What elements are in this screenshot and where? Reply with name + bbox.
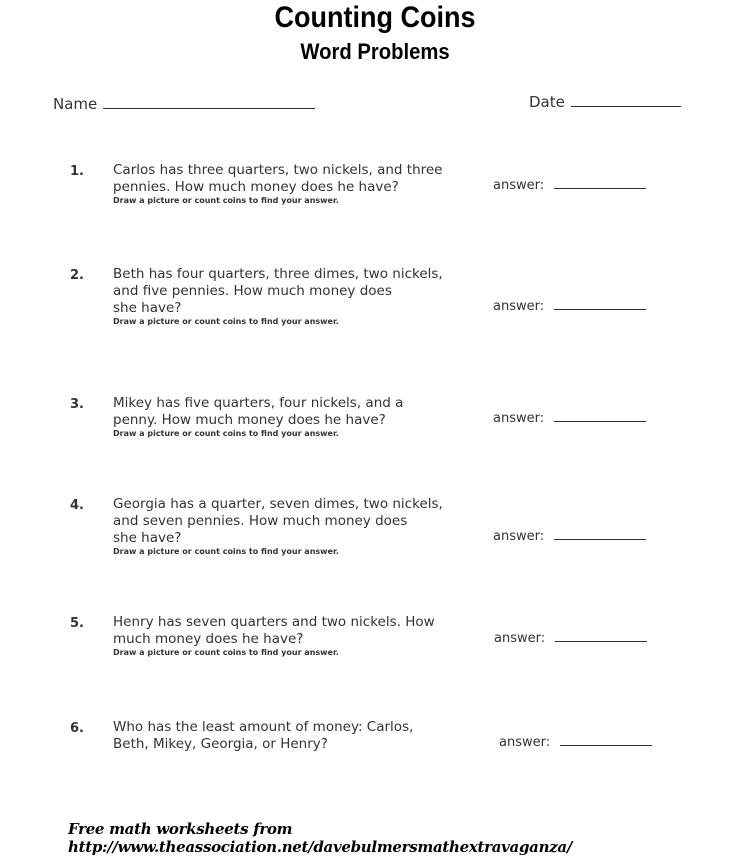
problem-line: penny. How much money does he have? xyxy=(113,412,386,428)
footer-credit: Free math worksheets from http://www.theassociation.net/davebulmersmathextravaganza/ xyxy=(68,820,573,856)
problem-text xyxy=(113,496,483,557)
date-label: Date xyxy=(529,93,565,111)
answer-label: answer: xyxy=(499,735,551,750)
problem-line: Georgia has a quarter, seven dimes, two nickels, xyxy=(113,496,443,512)
answer-blank[interactable] xyxy=(554,178,646,189)
problem-hint: Draw a picture or count coins to find your answer. xyxy=(113,429,339,438)
problem-text xyxy=(113,614,483,658)
answer-blank[interactable] xyxy=(555,631,647,642)
name-blank[interactable] xyxy=(103,96,315,109)
answer-label: answer: xyxy=(493,411,545,426)
answer-blank[interactable] xyxy=(554,411,646,422)
problem-number: 5. xyxy=(70,616,84,631)
problem-line: Carlos has three quarters, two nickels, and three xyxy=(113,162,443,178)
problem-number: 6. xyxy=(70,721,84,736)
problem-number: 3. xyxy=(70,397,84,412)
name-label: Name xyxy=(53,95,98,113)
problem-hint: Draw a picture or count coins to find your answer. xyxy=(113,317,339,326)
problem-hint: Draw a picture or count coins to find your answer. xyxy=(113,196,339,205)
answer-field xyxy=(499,735,652,750)
answer-field xyxy=(493,299,646,314)
name-field xyxy=(53,95,315,113)
problem-text xyxy=(113,395,483,439)
problem-line: and seven pennies. How much money does xyxy=(113,513,408,529)
problem-hint: Draw a picture or count coins to find your answer. xyxy=(113,648,339,657)
problem-text xyxy=(113,162,483,206)
date-field xyxy=(529,93,681,111)
answer-field xyxy=(493,529,646,544)
problem-line: she have? xyxy=(113,300,182,316)
problem-line: pennies. How much money does he have? xyxy=(113,179,399,195)
problem-number: 2. xyxy=(70,268,84,283)
problem-line: and five pennies. How much money does xyxy=(113,283,392,299)
answer-label: answer: xyxy=(493,178,545,193)
answer-field xyxy=(493,411,646,426)
problem-text xyxy=(113,266,483,327)
problem-line: Henry has seven quarters and two nickels. How xyxy=(113,614,435,630)
problem-number: 1. xyxy=(70,164,84,179)
worksheet-subtitle: Word Problems xyxy=(300,39,450,64)
answer-blank[interactable] xyxy=(554,529,646,540)
problem-line: Mikey has five quarters, four nickels, and a xyxy=(113,395,404,411)
problem-line: Who has the least amount of money: Carlos, xyxy=(113,719,414,735)
answer-field xyxy=(493,178,646,193)
problem-number: 4. xyxy=(70,498,84,513)
problem-line: much money does he have? xyxy=(113,631,304,647)
problem-text xyxy=(113,719,483,753)
answer-field xyxy=(494,631,647,646)
date-blank[interactable] xyxy=(571,94,681,107)
worksheet-title: Counting Coins xyxy=(274,1,476,34)
answer-label: answer: xyxy=(493,529,545,544)
problem-hint: Draw a picture or count coins to find your answer. xyxy=(113,547,339,556)
problem-line: Beth has four quarters, three dimes, two nickels, xyxy=(113,266,443,282)
problem-line: she have? xyxy=(113,530,182,546)
problem-line: Beth, Mikey, Georgia, or Henry? xyxy=(113,736,328,752)
answer-blank[interactable] xyxy=(560,735,652,746)
answer-label: answer: xyxy=(493,299,545,314)
answer-blank[interactable] xyxy=(554,299,646,310)
answer-label: answer: xyxy=(494,631,546,646)
